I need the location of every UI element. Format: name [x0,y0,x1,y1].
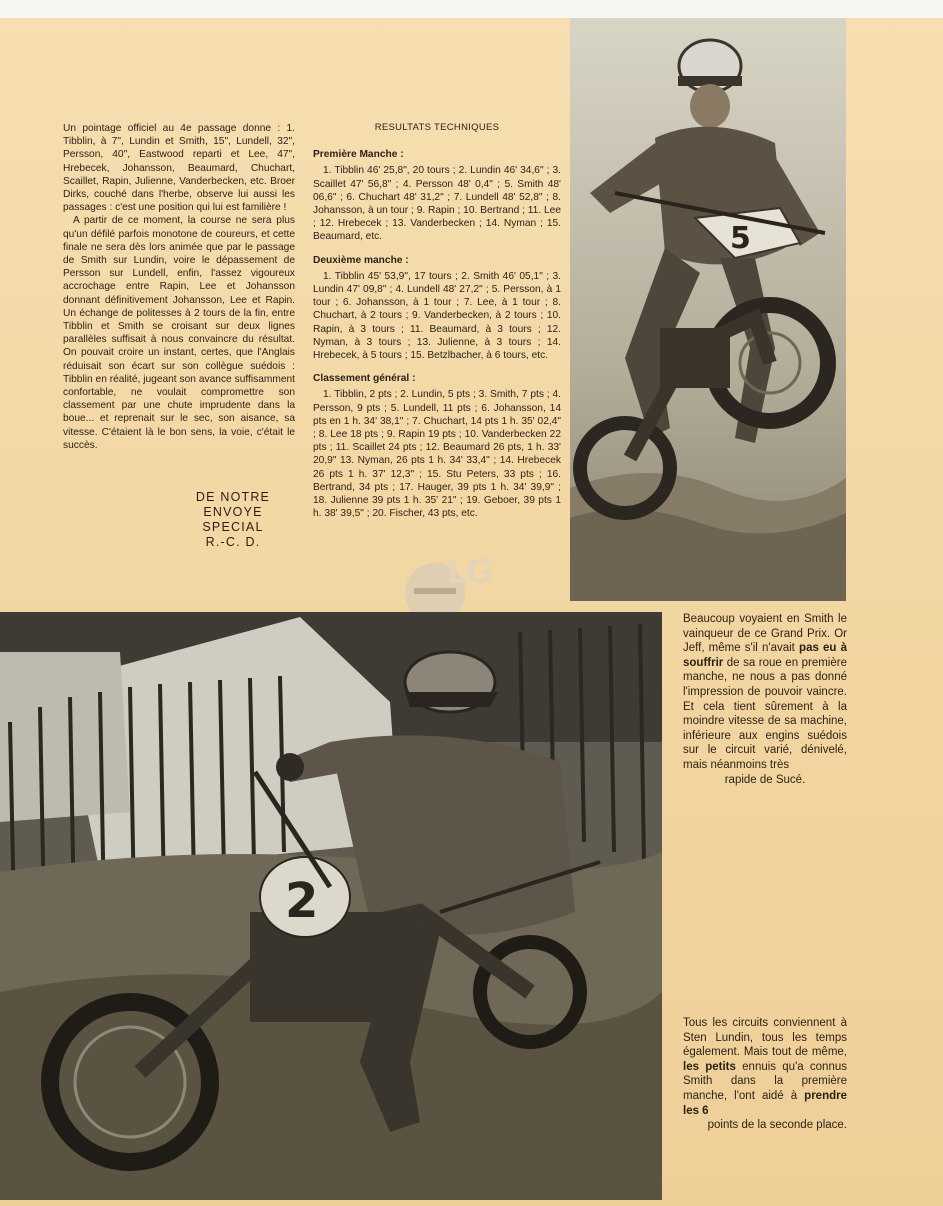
photo-rider-cornering [0,612,662,1200]
byline [188,490,278,550]
manche1-results: 1. Tibblin 46' 25,8", 20 tours ; 2. Lundin 46' 34,6" ; 3. Scaillet 47' 56,8" ; 4. Persson 48' 0,4" ; 5. Smith 48' 06,6" ; 6. Chuchart 48' 31,2" ; 7. Lundell 48' 52,8" ; 8. Johansson, à un tour ; 9. Rapin ; 10. Bertrand ; 11. Lee ; 12. Hrebecek ; 13. Vanderbecken ; 14. Nyman ; 15. Beaumard, etc. [313,165,561,243]
article-paragraph-2: A partir de ce moment, la course ne sera plus qu'un défilé parfois monotone de coureurs, et cette finale ne sera dès lors animée que par le passage de Smith sur Lundin, voire le dépassement de Persson sur Lundell, enfin, l'assez vigoureux accrochage entre Rapin, Lee et Johansson donnant définitivement Johansson, Lee et Rapin. Un échange de politesses à 2 tours de la fin, entre Tibblin et Smith se croisant sur deux lignes parallèles suffisait à nous convaincre du résultat. On pouvait croire un instant, certes, que l'Anglais réduisait son écart sur son collègue suédois : Tibblin en réalité, jugeant son avance suffisamment confortable, ne voulait compromettre son classement par une chute imprudente dans la boue... et reprenait sur le sec, son aisance, sa vitesse. C'étaient là le bon sens, la voie, c'était le succès. [63,215,295,451]
caption-smith-text-b: de sa roue en première manche, ne nous a pas donné l'impression de pouvoir vaincre. Et cela tient sûrement à la moindre vitesse de sa machine, inférieure aux engins suédois sur le circuit varié, dénivelé, mais néanmoins très [683,656,847,771]
watermark-text: LG [446,552,492,592]
photo-rider-jumping [570,18,846,601]
rider-cornering-illustration [0,612,662,1200]
caption-smith-text-a: Beaucoup voyaient en Smith le vainqueur de ce Grand Prix. Or Jeff, même s'il n'avait [683,613,847,655]
caption-lundin [683,1016,847,1133]
caption-smith-bold: pas eu à souffrir [683,642,847,669]
byline-line-3: SPECIAL [202,520,264,534]
caption-lundin-last-line: points de la seconde place. [707,1119,847,1132]
rider-jumping-illustration [570,18,846,601]
bib-number-2: 2 [285,873,319,929]
manche2-results: 1. Tibblin 45' 53,9", 17 tours ; 2. Smith 46' 05,1" ; 3. Lundin 47' 09,8" ; 4. Lundell 48' 27,2" ; 5. Persson, à 1 tour ; 6. Johansson, à 1 tour ; 7. Lee, à 1 tour ; 8. Chuchart, à 2 tours ; 9. Vanderbecken, à 2 tours ; 10. Rapin, à 3 tours ; 11. Beaumard, à 3 tours ; 12. Nyman, à 3 tours ; 13. Julienne, à 3 tours ; 14. Hrebecek, à 5 tours ; 15. Betzlbacher, à 6 tours, etc. [313,270,561,362]
manche2-title: Deuxième manche : [313,254,409,266]
caption-lundin-text-a: Tous les circuits conviennent à Sten Lundin, tous les temps également. Mais tout de même, [683,1017,847,1059]
bib-number-5: 5 [730,221,751,256]
article-paragraph-1: Un pointage officiel au 4e passage donne : 1. Tibblin, à 7", Lundin et Smith, 15", Lundell, 32", Persson, 40", Eastwood reparti et Lee, 47", Hrebecek, Johansson, Beaumard, Chuchart, Scaillet, Rapin, Julienne, Vanderbecken, etc. Broer Dirks, couché dans l'herbe, observe lui aussi les passages : c'est une position qui lui est familière ! [63,123,295,214]
caption-lundin-bold-a: les petits [683,1060,736,1073]
page-top-edge [0,0,943,18]
byline-line-4: R.-C. D. [205,535,261,549]
article-left-column [63,122,295,452]
general-results: 1. Tibblin, 2 pts ; 2. Lundin, 5 pts ; 3. Smith, 7 pts ; 4. Persson, 9 pts ; 5. Lundell, 11 pts ; 6. Johansson, 14 pts en 1 h. 34' 38,1" ; 7. Chuchart, 14 pts 1 h. 35' 02,4" ; 8. Lee 18 pts ; 9. Rapin 19 pts ; 10. Vanderbecken 22 pts ; 11. Scaillet 24 pts ; 12. Beaumard 26 pts, 1 h. 33' 20,9" 13. Nyman, 26 pts 1 h. 34' 33,4" ; 14. Hrebecek 26 pts 1 h. 37' 12,3" ; 15. Stu Peters, 33 pts ; 16. Bertrand, 34 pts ; 17. Hauger, 39 pts 1 h. 34' 39,9" ; 18. Julienne 39 pts 1 h. 35' 21" ; 19. Geboer, 39 pts 1 h. 38' 39,5" ; 20. Fischer, 43 pts, etc. [313,389,561,520]
caption-lundin-bold-b: prendre les 6 [683,1089,847,1117]
results-column [313,121,561,520]
caption-smith [683,612,847,787]
caption-smith-last-line: rapide de Sucé. [724,773,806,786]
caption-lundin-text-b: ennuis qu'a connus Smith dans la première manche, l'ont aidé à [683,1060,847,1102]
results-title: RESULTATS TECHNIQUES [374,122,500,133]
manche1-title: Première Manche : [313,149,404,161]
byline-line-2: ENVOYE [203,505,263,519]
byline-line-1: DE NOTRE [195,490,271,504]
general-title: Classement général : [313,373,416,385]
